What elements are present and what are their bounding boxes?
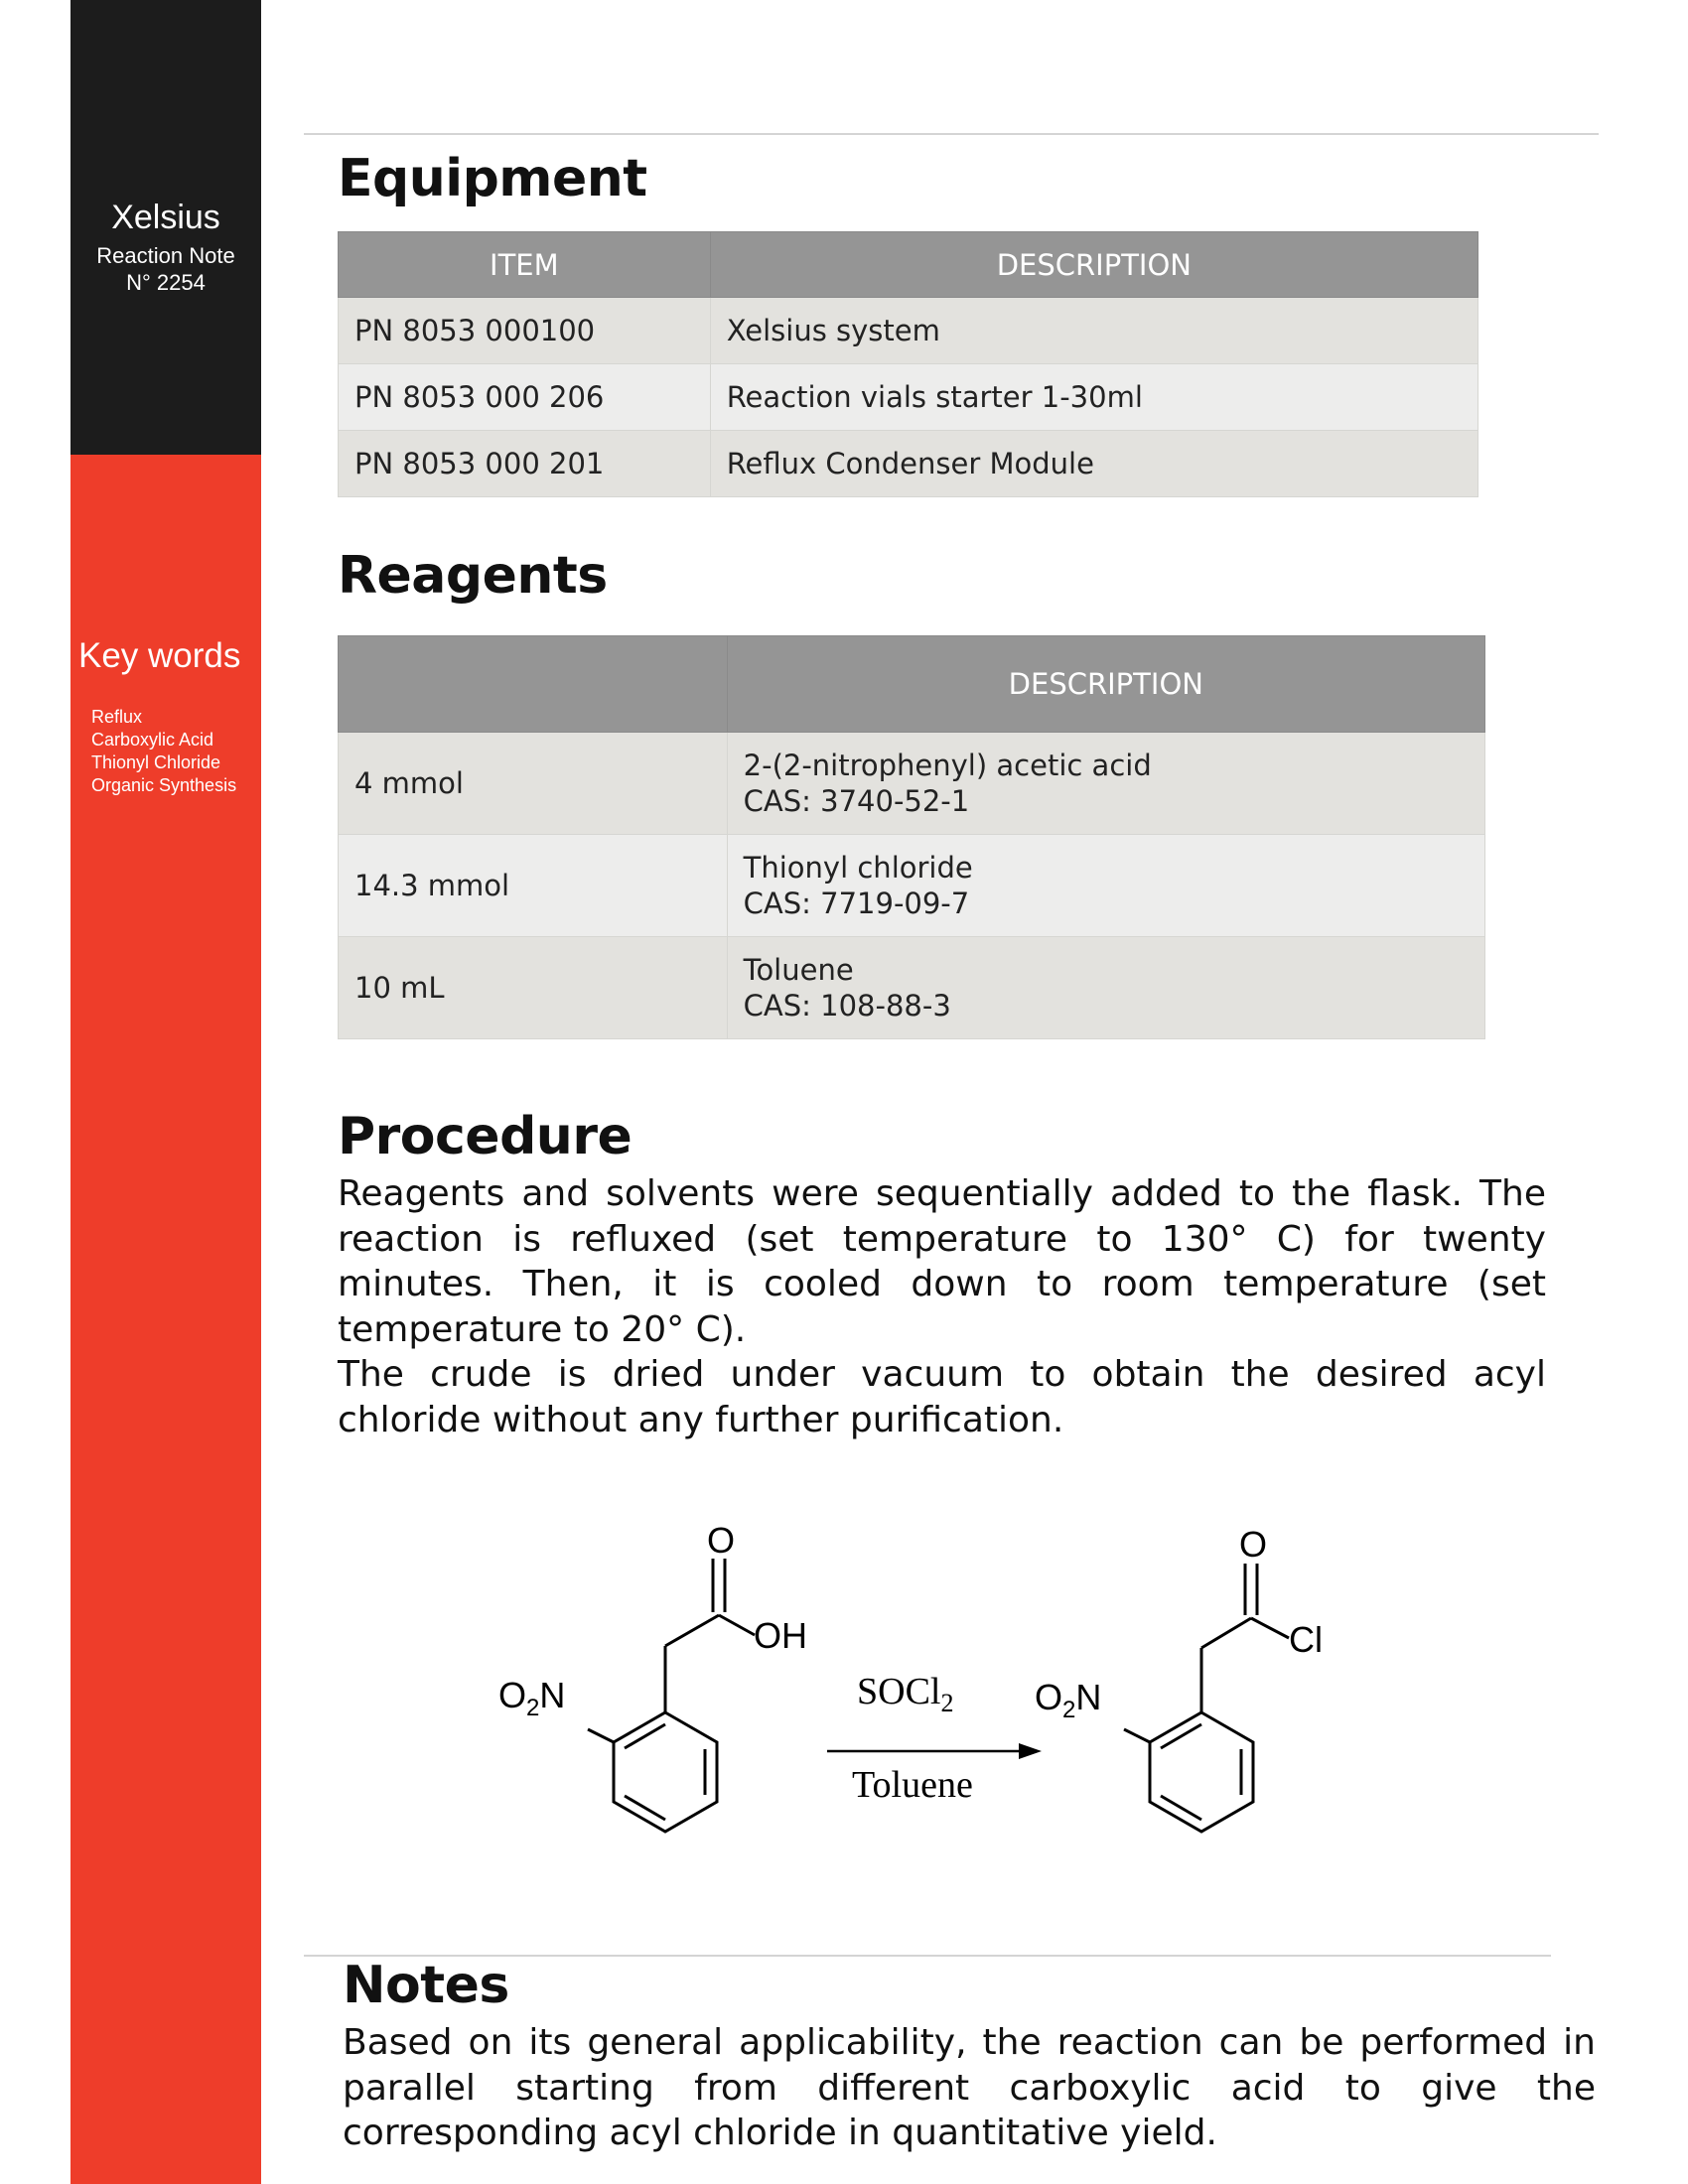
amount-cell: 14.3 mmol bbox=[339, 835, 728, 937]
description-cell: Xelsius system bbox=[710, 298, 1477, 364]
column-header-description: DESCRIPTION bbox=[727, 636, 1484, 733]
product-structure bbox=[1124, 1564, 1289, 1832]
reaction-scheme bbox=[477, 1509, 1370, 1837]
item-cell: PN 8053 000100 bbox=[339, 298, 711, 364]
reagent-description-cell bbox=[727, 835, 1484, 937]
product-nitro-group bbox=[1035, 1677, 1101, 1723]
reagent-name: 2-(2-nitrophenyl) acetic acid bbox=[743, 749, 1152, 782]
reactant-nitro-group bbox=[498, 1675, 565, 1721]
reagent-description-cell bbox=[727, 733, 1484, 835]
keyword-item: Reflux bbox=[91, 707, 143, 727]
column-header-item: ITEM bbox=[339, 232, 711, 298]
description-cell: Reaction vials starter 1-30ml bbox=[710, 364, 1477, 431]
product-nitro-o: O bbox=[1035, 1677, 1063, 1717]
notes-paragraph: Based on its general applicability, the reaction can be performed in parallel starting from different carboxylic acid to give the corresponding acyl chloride in quantitative yield. bbox=[343, 2022, 1596, 2153]
reaction-arrow bbox=[827, 1743, 1042, 1759]
procedure-text bbox=[338, 1171, 1546, 1442]
reagent-formula bbox=[857, 1671, 953, 1717]
table-row bbox=[339, 298, 1478, 364]
brand-name: Xelsius bbox=[111, 199, 220, 236]
note-label bbox=[70, 242, 261, 296]
reagent-cas: CAS: 7719-09-7 bbox=[743, 887, 970, 920]
table-row bbox=[339, 937, 1485, 1039]
product-chlorine: Cl bbox=[1289, 1619, 1323, 1660]
table-row bbox=[339, 364, 1478, 431]
reactant-nitro-o: O bbox=[498, 1675, 527, 1715]
notes-text bbox=[343, 2020, 1596, 2156]
item-cell: PN 8053 000 201 bbox=[339, 431, 711, 497]
reagents-table bbox=[338, 635, 1485, 1039]
reactant-structure bbox=[588, 1559, 755, 1832]
table-row bbox=[339, 835, 1485, 937]
amount-cell: 4 mmol bbox=[339, 733, 728, 835]
table-header-row bbox=[339, 232, 1478, 298]
procedure-title: Procedure bbox=[338, 1107, 633, 1166]
note-type: Reaction Note bbox=[96, 243, 235, 268]
table-row bbox=[339, 431, 1478, 497]
solvent-label: Toluene bbox=[852, 1764, 973, 1806]
product-carbonyl-o: O bbox=[1239, 1524, 1268, 1565]
reactant-hydroxyl: OH bbox=[754, 1615, 807, 1656]
reactant-nitro-n: N bbox=[539, 1675, 566, 1715]
product-nitro-n: N bbox=[1075, 1677, 1102, 1717]
sidebar-keywords bbox=[70, 455, 261, 2184]
product-nitro-sub: 2 bbox=[1062, 1697, 1076, 1723]
keyword-item: Organic Synthesis bbox=[91, 775, 237, 795]
reagent-name: Toluene bbox=[743, 953, 854, 987]
reagent-description-cell bbox=[727, 937, 1484, 1039]
keywords-title: Key words bbox=[78, 636, 241, 675]
reactant-nitro-sub: 2 bbox=[526, 1695, 540, 1721]
top-divider bbox=[304, 133, 1599, 135]
sidebar-header bbox=[70, 0, 261, 455]
table-row bbox=[339, 733, 1485, 835]
note-number: N° 2254 bbox=[126, 270, 206, 295]
reagent-sub: 2 bbox=[940, 1689, 954, 1717]
table-header-row bbox=[339, 636, 1485, 733]
reagent-cas: CAS: 3740-52-1 bbox=[743, 784, 970, 818]
equipment-table bbox=[338, 231, 1478, 497]
reagents-title: Reagents bbox=[338, 546, 608, 606]
reagent-name: Thionyl chloride bbox=[743, 851, 973, 885]
keyword-item: Thionyl Chloride bbox=[91, 752, 221, 772]
reagent-cas: CAS: 108-88-3 bbox=[743, 989, 951, 1023]
description-cell: Reflux Condenser Module bbox=[710, 431, 1477, 497]
procedure-paragraph: Reagents and solvents were sequentially added to the flask. The reaction is refluxed (set temperature to 130° C) for twenty minutes. Then, it is cooled down to room temperature (set temperature to 20° C). bbox=[338, 1173, 1546, 1350]
notes-title: Notes bbox=[343, 1956, 509, 2015]
keywords-list bbox=[91, 706, 236, 797]
reactant-carbonyl-o: O bbox=[707, 1520, 736, 1561]
column-header-amount bbox=[339, 636, 728, 733]
keyword-item: Carboxylic Acid bbox=[91, 730, 214, 750]
reagent-base: SOCl bbox=[857, 1671, 941, 1712]
item-cell: PN 8053 000 206 bbox=[339, 364, 711, 431]
amount-cell: 10 mL bbox=[339, 937, 728, 1039]
equipment-title: Equipment bbox=[338, 149, 647, 208]
procedure-paragraph: The crude is dried under vacuum to obtain the desired acyl chloride without any further purification. bbox=[338, 1354, 1546, 1440]
column-header-description: DESCRIPTION bbox=[710, 232, 1477, 298]
